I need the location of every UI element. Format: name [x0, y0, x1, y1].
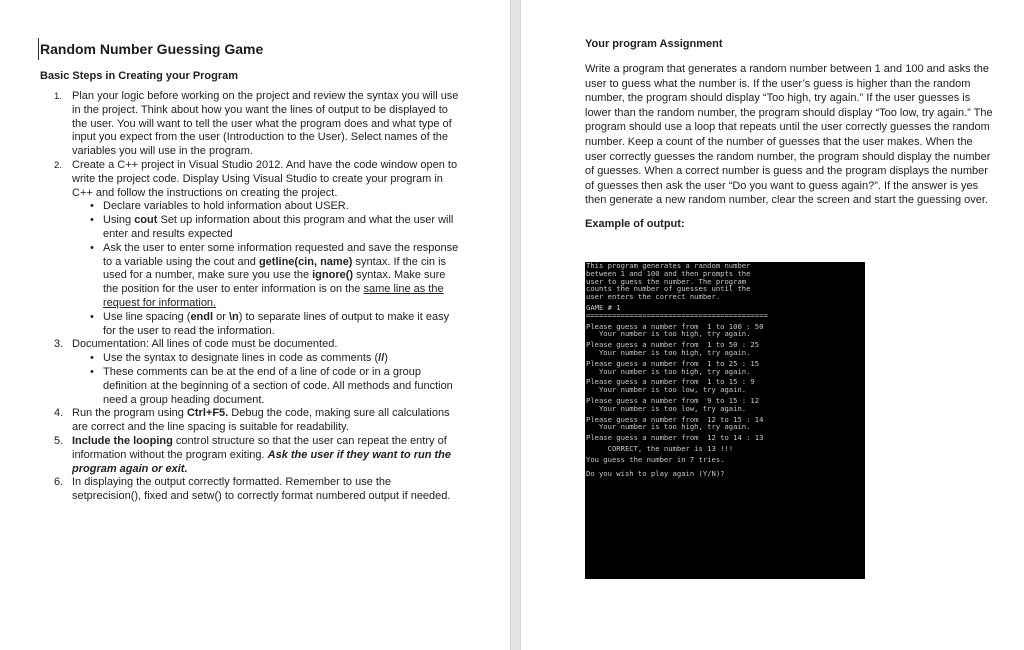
text-run: // — [378, 352, 385, 365]
step-text: Plan your logic before working on the project and review the syntax you will use in the project. Think about how you want the lines of output to be displayed to the user. You will want to tell the user what the program does and what type of input you expect from the user (Introduction to the User). Select names of the variables you will use in the program. — [72, 90, 459, 158]
console-output-image — [585, 262, 865, 579]
text-run: Using — [103, 214, 135, 227]
console-line: Please guess a number from 9 to 15 : 12 — [586, 395, 760, 405]
left-content — [40, 38, 460, 504]
console-line: CORRECT, the number is 13 !!! — [586, 443, 734, 453]
step-item — [40, 435, 460, 476]
text-run: Ctrl+F5. — [186, 407, 229, 420]
console-line: Your number is too high, try again. — [586, 422, 751, 432]
bullet-list — [72, 200, 460, 338]
bullet-icon: • — [90, 200, 94, 213]
console-line: Please guess a number from 1 to 100 : 50 — [586, 321, 764, 331]
text-run: Use line spacing ( — [103, 310, 191, 323]
console-line: Your number is too high, try again. — [586, 347, 751, 357]
bullet-icon: • — [90, 241, 94, 254]
right-page — [521, 0, 1024, 650]
text-run: endl — [190, 310, 214, 323]
console-line: Do you wish to play again (Y/N)? — [586, 468, 725, 478]
text-run: These comments can be at the end of a line of code or in a group definition at the beginning of a section of code. All methods and function need a group heading document. — [103, 365, 453, 406]
bullet-item — [72, 214, 460, 242]
assignment-paragraph: Write a program that generates a random number between 1 and 100 and asks the user to guess what the number is. If the user’s guess is higher than the random number, the program should display “Too high, try again.” If the user guesses is lower than the random number, the program should display “Too low, try again.” The program should use a loop that repeats until the user correctly guesses the random number. Keep a count of the number of guesses that the user makes. When the user correctly guesses the random number, the program should display the number of guesses. When a correct number is guess and the program displays the number of guesses then ask the user “Do you want to guess again?”. If the answer is yes then generate a new random number, clear the screen and start the guessing over. — [585, 63, 993, 207]
bullet-icon: • — [90, 352, 94, 365]
step-item — [40, 476, 460, 504]
assignment-heading: Your program Assignment — [585, 38, 723, 50]
text-run: Ask the user if they want to run the program again or exit. — [72, 448, 452, 475]
step-text: Documentation: All lines of code must be documented. — [72, 338, 338, 351]
text-run: Run the program using — [72, 407, 187, 420]
text-run: Declare variables to hold information about USER. — [103, 200, 349, 213]
console-line: ========================================== — [586, 310, 768, 320]
bullet-item — [72, 200, 460, 214]
text-run: Debug the code, making sure all calculations are correct and the line spacing is suitable for readability. — [72, 407, 450, 434]
step-number: 4. — [54, 407, 64, 420]
bullet-item — [72, 311, 460, 339]
left-page — [0, 0, 510, 650]
console-line: between 1 and 100 and then prompts the — [586, 268, 751, 278]
step-item — [40, 407, 460, 435]
step-number: 3. — [54, 338, 64, 351]
text-run: or — [213, 310, 229, 323]
step-item — [40, 159, 460, 338]
step-number: 2. — [54, 159, 62, 171]
console-line: Please guess a number from 12 to 15 : 14 — [586, 414, 764, 424]
text-run: control structure so that the user can repeat the entry of information without the program exiting. — [72, 434, 447, 461]
step-number: 5. — [54, 434, 64, 447]
console-line: Your number is too high, try again. — [586, 366, 751, 376]
text-run: ) to separate lines of output to make it easy for the user to read the information. — [103, 310, 450, 337]
step-text: Create a C++ project in Visual Studio 2012. And have the code window open to write the project code. Display Using Visual Studio to create your program in C++ and follow the instructions on creating the project. — [72, 158, 458, 199]
page-divider — [510, 0, 521, 650]
step-item — [40, 90, 460, 159]
text-run: Include the looping — [72, 434, 173, 447]
example-output-label: Example of output: — [585, 217, 685, 230]
console-line: You guess the number in 7 tries. — [586, 454, 725, 464]
console-line: Your number is too low, try again. — [586, 385, 747, 395]
step-number: 1. — [54, 91, 62, 102]
bullet-item — [72, 352, 460, 366]
text-run: ) — [384, 352, 388, 365]
bullet-icon: • — [90, 214, 94, 227]
text-run: Ask the user to enter some information requested and save the response to a variable using the cout and — [103, 241, 459, 268]
console-line: Your number is too high, try again. — [586, 329, 751, 339]
basic-steps-heading: Basic Steps in Creating your Program — [40, 70, 239, 82]
bullet-item — [72, 366, 460, 407]
console-line: GAME # 1 — [586, 302, 621, 312]
console-line: Please guess a number from 1 to 50 : 25 — [586, 340, 760, 350]
text-run: \n — [228, 310, 239, 323]
console-line: counts the number of guesses until the — [586, 284, 751, 294]
text-run: cout — [134, 214, 158, 227]
console-line: Please guess a number from 1 to 15 : 9 — [586, 377, 755, 387]
step-text — [72, 407, 460, 435]
step-number: 6. — [54, 476, 64, 489]
bullet-list — [72, 352, 460, 407]
bullet-item — [72, 242, 460, 311]
text-run: syntax. Make sure the position for the user to enter information is on the — [103, 269, 446, 296]
text-run: syntax. If the cin is used for a number, make sure you use the — [103, 255, 447, 282]
step-item — [40, 338, 460, 407]
bullet-icon: • — [90, 310, 94, 323]
console-line: This program generates a random number — [586, 262, 751, 270]
text-run: ignore() — [312, 269, 354, 282]
right-content — [585, 38, 995, 242]
step-text — [72, 435, 460, 476]
console-line: Your number is too low, try again. — [586, 403, 747, 413]
text-run: Set up information about this program and what the user will enter and results expected — [103, 214, 454, 240]
console-line: Please guess a number from 12 to 14 : 13 — [586, 433, 764, 443]
console-line: user enters the correct number. — [586, 292, 721, 302]
text-run: Use the syntax to designate lines in code as comments ( — [103, 352, 379, 365]
text-run: getline(cin, name) — [258, 255, 353, 268]
steps-list — [40, 90, 460, 504]
console-line: Please guess a number from 1 to 25 : 15 — [586, 358, 760, 368]
text-run: same line as the request for information. — [103, 283, 444, 309]
document-title: Random Number Guessing Game — [38, 38, 460, 60]
console-line: user to guess the number. The program — [586, 276, 747, 286]
step-text: In displaying the output correctly formatted. Remember to use the setprecision(), fixed and setw() to correctly format numbered output if needed. — [72, 476, 451, 503]
bullet-icon: • — [90, 365, 94, 378]
